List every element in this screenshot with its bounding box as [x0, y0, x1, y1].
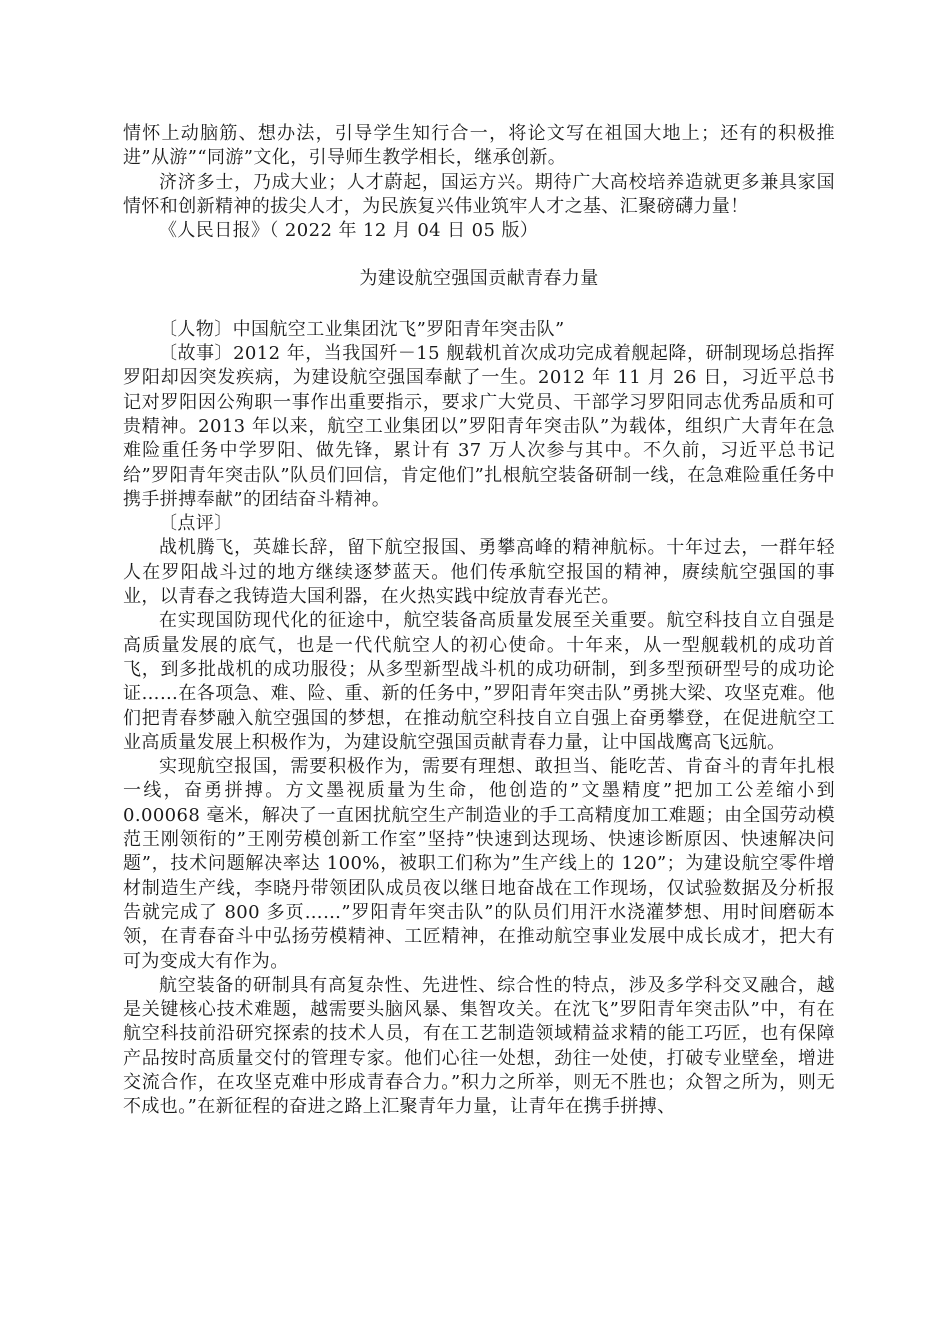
- paragraph-comment-4: 航空装备的研制具有高复杂性、先进性、综合性的特点，涉及多学科交叉融合，越是关键核心技术难题，越需要头脑风暴、集智攻关。在沈飞”罗阳青年突击队”中，有在航空科技前沿研究探索的技术人员，有在工艺制造领域精益求精的能工巧匠，也有保障产品按时高质量交付的管理专家。他们心往一处想，劲往一处使，打破专业壁垒，增进交流合作，在攻坚克难中形成青春合力。”积力之所举，则无不胜也；众智之所为，则无不成也。”在新征程的奋进之路上汇聚青年力量，让青年在携手拼搏、: [123, 974, 835, 1118]
- paragraph-continued: 情怀上动脑筋、想办法，引导学生知行合一，将论文写在祖国大地上；还有的积极推进”从游”“同游”文化，引导师生教学相长，继承创新。: [123, 123, 835, 169]
- paragraph-comment-label: 〔点评〕: [159, 513, 233, 535]
- document-page: [123, 122, 835, 1120]
- source-citation: 《人民日报》（ 2022 年 12 月 04 日 05 版）: [159, 220, 539, 242]
- paragraph-comment-1: 战机腾飞，英雄长辞，留下航空报国、勇攀高峰的精神航标。十年过去，一群年轻人在罗阳战斗过的地方继续逐梦蓝天。他们传承航空报国的精神，赓续航空强国的事业，以青春之我铸造大国利器，在火热实践中绽放青春光芒。: [123, 537, 835, 608]
- article-title: 为建设航空强国贡献青春力量: [359, 268, 599, 290]
- paragraph-story: 〔故事〕2012 年，当我国歼－15 舰载机首次成功完成着舰起降，研制现场总指挥罗阳却因突发疾病，为建设航空强国奉献了一生。2012 年 11 月 26 日，习近平总书记对罗阳因公殉职一事作出重要指示，要求广大党员、干部学习罗阳同志优秀品质和可贵精神。2013 年以来，航空工业集团以”罗阳青年突击队”为载体，组织广大青年在急难险重任务中学罗阳、做先锋，累计有 37 万人次参与其中。不久前，习近平总书记给”罗阳青年突击队”队员们回信，肯定他们”扎根航空装备研制一线，在急难险重任务中携手拼搏奉献”的团结奋斗精神。: [123, 343, 835, 510]
- paragraph-conclusion: 济济多士，乃成大业；人才蔚起，国运方兴。期待广大高校培养造就更多兼具家国情怀和创新精神的拔尖人才，为民族复兴伟业筑牢人才之基、汇聚磅礴力量！: [123, 171, 835, 217]
- paragraph-comment-3: 实现航空报国，需要积极作为，需要有理想、敢担当、能吃苦、肯奋斗的青年扎根一线，奋勇拼搏。方文墨视质量为生命，他创造的”文墨精度”把加工公差缩小到 0.00068 毫米，解决了一直困扰航空生产制造业的手工高精度加工难题；由全国劳动模范王刚领衔的”王刚劳模创新工作室”坚持”快速到达现场、快速诊断原因、快速解决问题”，技术问题解决率达 100%，被职工们称为”生产线上的 120”；为建设航空零件增材制造生产线，李晓丹带领团队成员夜以继日地奋战在工作现场，仅试验数据及分析报告就完成了 800 多页……”罗阳青年突击队”的队员们用汗水浇灌梦想、用时间磨砺本领，在青春奋斗中弘扬劳模精神、工匠精神，在推动航空事业发展中成长成才，把大有可为变成大有作为。: [123, 756, 835, 972]
- paragraph-comment-2: 在实现国防现代化的征途中，航空装备高质量发展至关重要。航空科技自立自强是高质量发展的底气，也是一代代航空人的初心使命。十年来，从一型舰载机的成功首飞，到多批战机的成功服役；从多型新型战斗机的成功研制，到多型预研型号的成功论证……在各项急、难、险、重、新的任务中，”罗阳青年突击队”勇挑大梁、攻坚克难。他们把青春梦融入航空强国的梦想，在推动航空科技自立自强上奋勇攀登，在促进航空工业高质量发展上积极作为，为建设航空强国贡献青春力量，让中国战鹰高飞远航。: [123, 610, 835, 753]
- paragraph-person: 〔人物〕中国航空工业集团沈飞”罗阳青年突击队”: [159, 318, 565, 340]
